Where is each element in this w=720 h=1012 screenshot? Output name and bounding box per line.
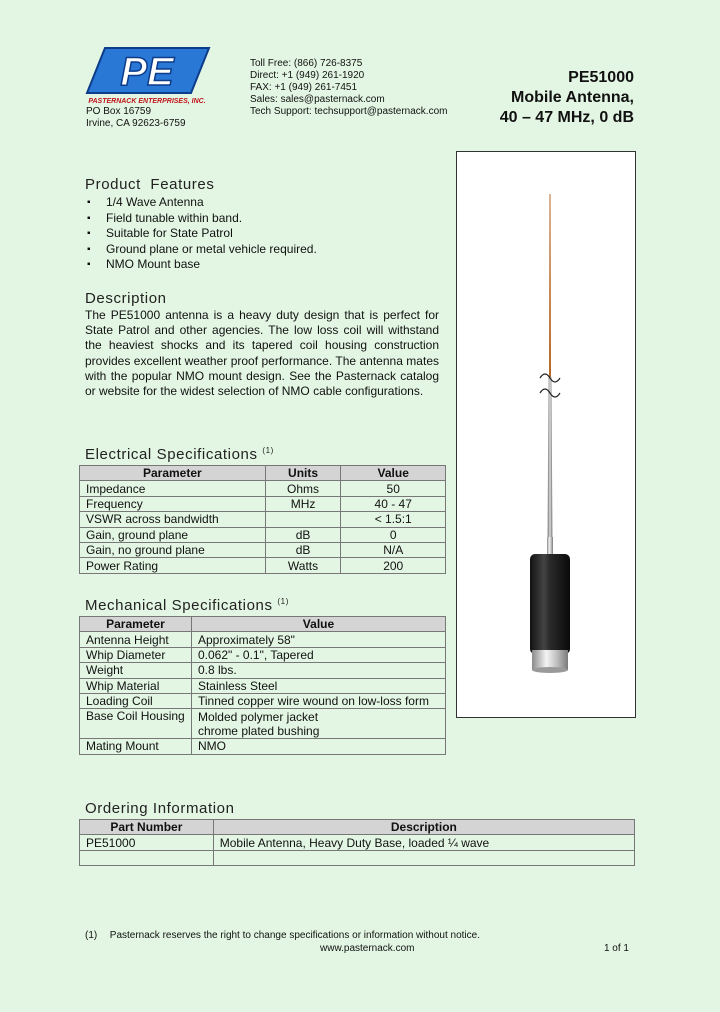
title-spec: 40 – 47 MHz, 0 dB (499, 109, 634, 126)
table-cell: Molded polymer jacket (191, 709, 445, 724)
whip-rod (548, 377, 553, 552)
company-address (86, 106, 186, 130)
antenna-image (457, 152, 635, 717)
table-cell: dB (265, 527, 341, 542)
table-row (80, 527, 446, 542)
title-product-name: Mobile Antenna, (511, 89, 634, 106)
column-header: Parameter (80, 617, 192, 632)
table-header-row (80, 820, 635, 835)
table-cell: Frequency (80, 496, 266, 511)
table-row (80, 558, 446, 573)
table-cell: Approximately 58" (191, 632, 445, 647)
table-cell: Mobile Antenna, Heavy Duty Base, loaded ¼ wave (213, 835, 634, 850)
logo-letters: PE (120, 50, 174, 94)
table-cell: Whip Material (80, 678, 192, 693)
contact-direct: Direct: +1 (949) 261-1920 (250, 70, 365, 81)
table-cell: 0.8 lbs. (191, 663, 445, 678)
ordering-table (79, 819, 635, 866)
pe-logo-graphic (85, 45, 215, 105)
table-row (80, 663, 446, 678)
table-cell: Mating Mount (80, 739, 192, 754)
table-cell: Tinned copper wire wound on low-loss form (191, 693, 445, 708)
table-cell: Weight (80, 663, 192, 678)
table-cell: chrome plated bushing (191, 724, 445, 739)
table-row (80, 739, 446, 754)
coil-housing (530, 554, 570, 654)
address-line-1: PO Box 16759 (86, 106, 152, 117)
contact-sales: Sales: sales@pasternack.com (250, 94, 385, 105)
table-row (80, 835, 635, 850)
table-row (80, 542, 446, 557)
table-cell (265, 512, 341, 527)
table-row (80, 647, 446, 662)
table-cell (213, 850, 634, 865)
table-row (80, 481, 446, 496)
mechanical-heading-label: Mechanical Specifications (85, 597, 273, 614)
electrical-heading-label: Electrical Specifications (85, 446, 258, 463)
column-header: Part Number (80, 820, 214, 835)
electrical-heading (85, 446, 274, 463)
table-cell: Whip Diameter (80, 647, 192, 662)
table-cell: < 1.5:1 (341, 512, 446, 527)
features-heading: Product Features (85, 176, 215, 193)
footnote (85, 930, 480, 942)
table-cell: Stainless Steel (191, 678, 445, 693)
footer-website: www.pasternack.com (320, 943, 415, 954)
mechanical-spec-table (79, 616, 446, 755)
ordering-heading: Ordering Information (85, 800, 235, 817)
list-item: ▪ 1/4 Wave Antenna (85, 195, 445, 211)
table-cell: VSWR across bandwidth (80, 512, 266, 527)
table-cell: Power Rating (80, 558, 266, 573)
column-header: Description (213, 820, 634, 835)
mechanical-heading (85, 597, 289, 614)
mount-base (532, 667, 568, 673)
table-row (80, 632, 446, 647)
table-row (80, 496, 446, 511)
table-row (80, 678, 446, 693)
column-header: Value (191, 617, 445, 632)
column-header: Parameter (80, 466, 266, 481)
table-row (80, 693, 446, 708)
table-row (80, 850, 635, 865)
logo-tagline: PASTERNACK ENTERPRISES, INC. (88, 98, 206, 105)
table-cell: 40 - 47 (341, 496, 446, 511)
contact-toll-free: Toll Free: (866) 726-8375 (250, 58, 363, 69)
table-cell (80, 850, 214, 865)
table-cell: NMO (191, 739, 445, 754)
footnote-text: Pasternack reserves the right to change specifications or information without notice. (109, 930, 480, 941)
list-item: ▪ NMO Mount base (85, 257, 445, 273)
company-logo (85, 45, 215, 105)
contact-block (250, 58, 447, 118)
table-cell: dB (265, 542, 341, 557)
footnote-ref: (1) (277, 597, 289, 606)
footnote-ref: (1) (262, 446, 274, 455)
table-row (80, 709, 446, 724)
whip-ferrule (547, 537, 553, 555)
table-cell: Gain, ground plane (80, 527, 266, 542)
table-cell: Watts (265, 558, 341, 573)
description-heading: Description (85, 290, 167, 307)
list-item: ▪ Ground plane or metal vehicle required. (85, 242, 445, 258)
contact-tech-support: Tech Support: techsupport@pasternack.com (250, 106, 448, 117)
table-row (80, 512, 446, 527)
table-cell: 200 (341, 558, 446, 573)
table-cell: Impedance (80, 481, 266, 496)
footnote-marker: (1) (85, 930, 98, 941)
antenna-image-frame (456, 151, 636, 718)
electrical-spec-table (79, 465, 446, 574)
table-cell: Gain, no ground plane (80, 542, 266, 557)
table-cell: Ohms (265, 481, 341, 496)
address-line-2: Irvine, CA 92623-6759 (86, 118, 186, 129)
list-item: ▪ Field tunable within band. (85, 211, 445, 227)
contact-fax: FAX: +1 (949) 261-7451 (250, 82, 358, 93)
table-cell: Antenna Height (80, 632, 192, 647)
description-text: The PE51000 antenna is a heavy duty design that is perfect for State Patrol and other agencies. The low loss coil will withstand the heaviest shocks and its tapered coil housing construction provides excellent weather proof performance. The antenna mates with the popular NMO mount design. See the Pasternack catalog or website for the widest selection of NMO cable configurations. (85, 308, 439, 399)
column-header: Units (265, 466, 341, 481)
page-number: 1 of 1 (603, 943, 629, 954)
table-header-row (80, 466, 446, 481)
product-title (500, 68, 634, 128)
features-list (85, 195, 445, 273)
table-cell: N/A (341, 542, 446, 557)
table-cell: Loading Coil (80, 693, 192, 708)
table-header-row (80, 617, 446, 632)
table-cell: MHz (265, 496, 341, 511)
table-cell: 50 (341, 481, 446, 496)
title-part-number: PE51000 (568, 69, 634, 86)
table-cell: 0 (341, 527, 446, 542)
table-cell: 0.062" - 0.1", Tapered (191, 647, 445, 662)
list-item: ▪ Suitable for State Patrol (85, 226, 445, 242)
table-cell: PE51000 (80, 835, 214, 850)
column-header: Value (341, 466, 446, 481)
table-cell: Base Coil Housing (80, 709, 192, 739)
